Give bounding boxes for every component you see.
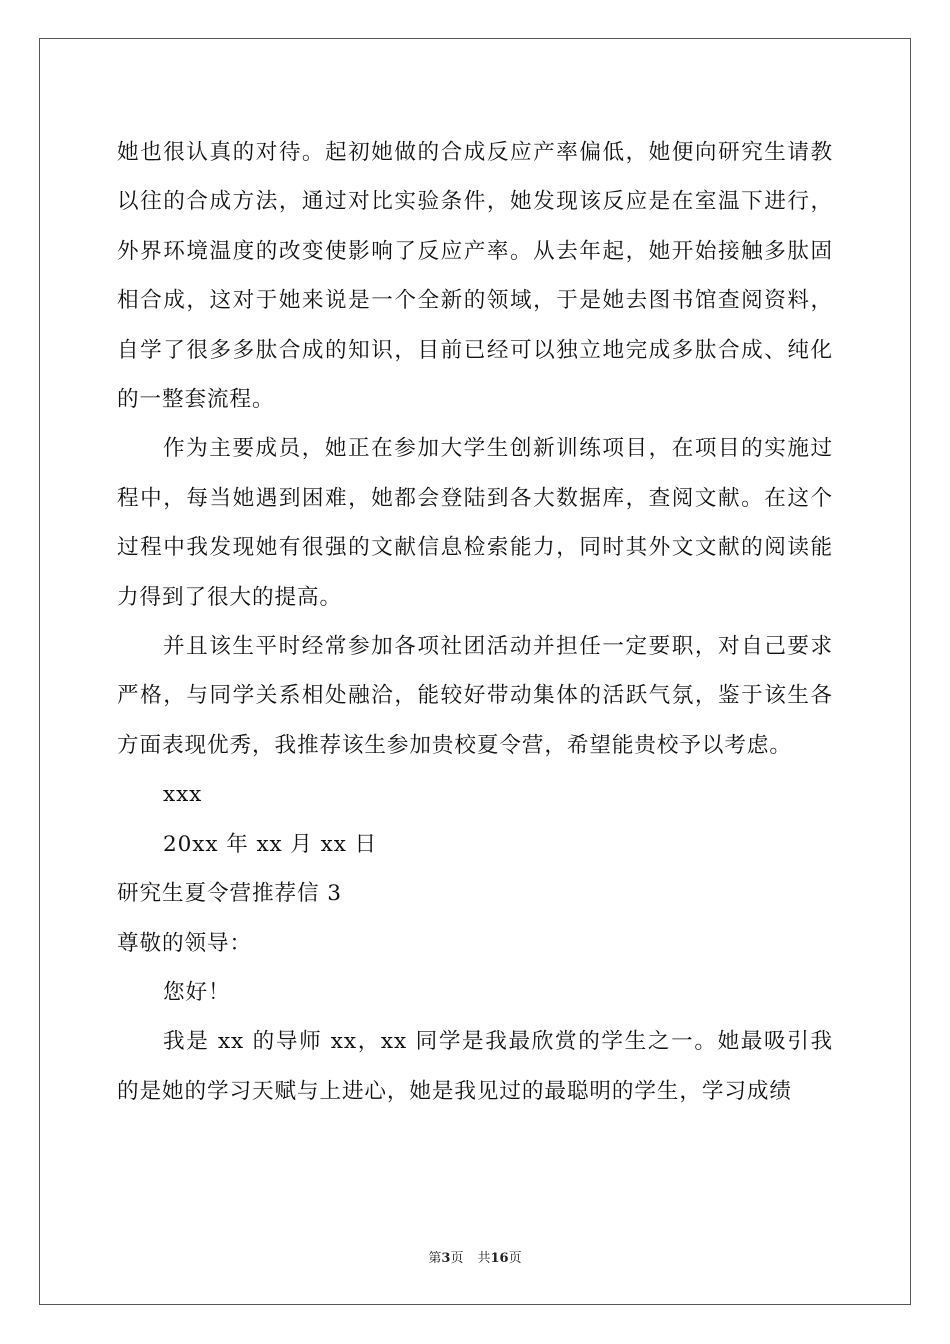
page-number: 3 xyxy=(441,1251,451,1266)
total-pages: 16 xyxy=(490,1251,509,1266)
date-line: 20xx 年 xx 月 xx 日 xyxy=(163,831,378,857)
paragraph-innovation-project: 作为主要成员，她正在参加大学生创新训练项目，在项目的实施过程中，每当她遇到困难，她都会登陆到各大数据库，查阅文献。在这个过程中我发现她有很强的文献信息检索能力，同时其外文文献的阅读能力得到了很大的提高。 xyxy=(117,436,833,610)
page-suffix: 页 xyxy=(450,1251,464,1266)
signature: xxx xyxy=(163,782,203,808)
total-prefix: 共 xyxy=(477,1251,491,1266)
section-title: 研究生夏令营推荐信 3 xyxy=(117,881,342,907)
paragraph-continued: 她也很认真的对待。起初她做的合成反应产率偏低，她便向研究生请教以往的合成方法，通过对比实验条件，她发现该反应是在室温下进行，外界环境温度的改变使影响了反应产率。从去年起，她开始接触多肽固相合成，这对于她来说是一个全新的领域，于是她去图书馆查阅资料，自学了很多多肽合成的知识，目前已经可以独立地完成多肽合成、纯化的一整套流程。 xyxy=(117,140,833,413)
paragraph-introduction: 我是 xx 的导师 xx，xx 同学是我最欣赏的学生之一。她最吸引我的是她的学习天赋与上进心，她是我见过的最聪明的学生，学习成绩 xyxy=(117,1029,833,1104)
total-suffix: 页 xyxy=(508,1251,522,1266)
page-footer xyxy=(0,1247,950,1266)
salutation: 尊敬的领导： xyxy=(117,930,252,956)
paragraph-recommendation: 并且该生平时经常参加各项社团活动并担任一定要职，对自己要求严格，与同学关系相处融洽，能较好带动集体的活跃气氛，鉴于该生各方面表现优秀，我推荐该生参加贵校夏令营，希望能贵校予以考虑。 xyxy=(117,634,833,758)
page-prefix: 第 xyxy=(428,1251,442,1266)
document-body xyxy=(117,128,833,1116)
greeting: 您好！ xyxy=(163,979,231,1005)
